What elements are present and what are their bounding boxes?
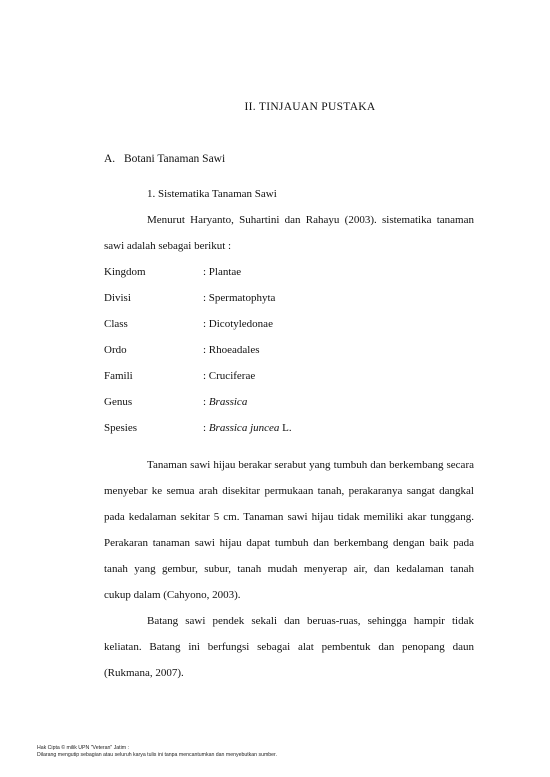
paragraph-line: pada kedalaman sekitar 5 cm. Tanaman sawi hijau tidak memiliki akar tunggang.: [104, 511, 474, 523]
paragraph-line: tanah yang gembur, subur, tanah mudah menyerap air, dan kedalaman tanah: [104, 563, 474, 575]
paragraph-line: Perakaran tanaman sawi hijau dapat tumbuh dan berkembang dengan baik pada: [104, 537, 474, 549]
section-number: A.: [104, 153, 116, 165]
paragraph-line: Tanaman sawi hijau berakar serabut yang tumbuh dan berkembang secara: [147, 459, 474, 471]
paragraph-line: Batang sawi pendek sekali dan beruas-ruas, sehingga hampir tidak: [147, 615, 474, 627]
copyright-warning: Dilarang mengutip sebagian atau seluruh karya tulis ini tanpa mencantumkan dan menyebutkan sumber.: [37, 752, 277, 758]
copyright-notice: Hak Cipta © milik UPN "Veteran" Jatim :: [37, 745, 129, 751]
taxonomy-rank: Genus: [104, 396, 133, 408]
taxonomy-value: : Spermatophyta: [203, 292, 276, 304]
taxonomy-rank: Famili: [104, 370, 133, 382]
taxonomy-colon: :: [203, 422, 209, 434]
paragraph-line: cukup dalam (Cahyono, 2003).: [104, 589, 241, 601]
subsection-heading: [147, 188, 277, 200]
taxonomy-value: : Rhoeadales: [203, 344, 260, 356]
taxonomy-rank: Ordo: [104, 344, 127, 356]
section-heading: [104, 153, 225, 165]
taxonomy-scientific-name: Brassica juncea: [208, 422, 280, 434]
taxonomy-rank: Kingdom: [104, 266, 146, 278]
taxonomy-value: : Cruciferae: [203, 370, 256, 382]
paragraph-line: keliatan. Batang ini berfungsi sebagai alat pembentuk dan penopang daun: [104, 641, 474, 653]
taxonomy-value: [203, 396, 247, 408]
taxonomy-scientific-name: Brassica: [208, 396, 248, 408]
taxonomy-rank: Divisi: [104, 292, 131, 304]
taxonomy-colon: :: [203, 396, 209, 408]
intro-line: Menurut Haryanto, Suhartini dan Rahayu (2003). sistematika tanaman: [147, 214, 474, 226]
taxonomy-rank: Class: [104, 318, 128, 330]
intro-line: sawi adalah sebagai berikut :: [104, 240, 232, 252]
subsection-title: Sistematika Tanaman Sawi: [158, 188, 277, 200]
paragraph-line: menyebar ke semua arah disekitar permukaan tanah, perakaranya sangat dangkal: [104, 485, 474, 497]
taxonomy-value: : Plantae: [203, 266, 242, 278]
section-title: Botani Tanaman Sawi: [124, 153, 226, 165]
taxonomy-rank: Spesies: [104, 422, 137, 434]
taxonomy-value: : Dicotyledonae: [203, 318, 273, 330]
subsection-number: 1.: [147, 188, 156, 200]
paragraph-line: (Rukmana, 2007).: [104, 667, 184, 679]
taxonomy-author: L.: [279, 422, 292, 434]
taxonomy-value: [203, 422, 292, 434]
chapter-title: II. TINJAUAN PUSTAKA: [244, 101, 376, 113]
